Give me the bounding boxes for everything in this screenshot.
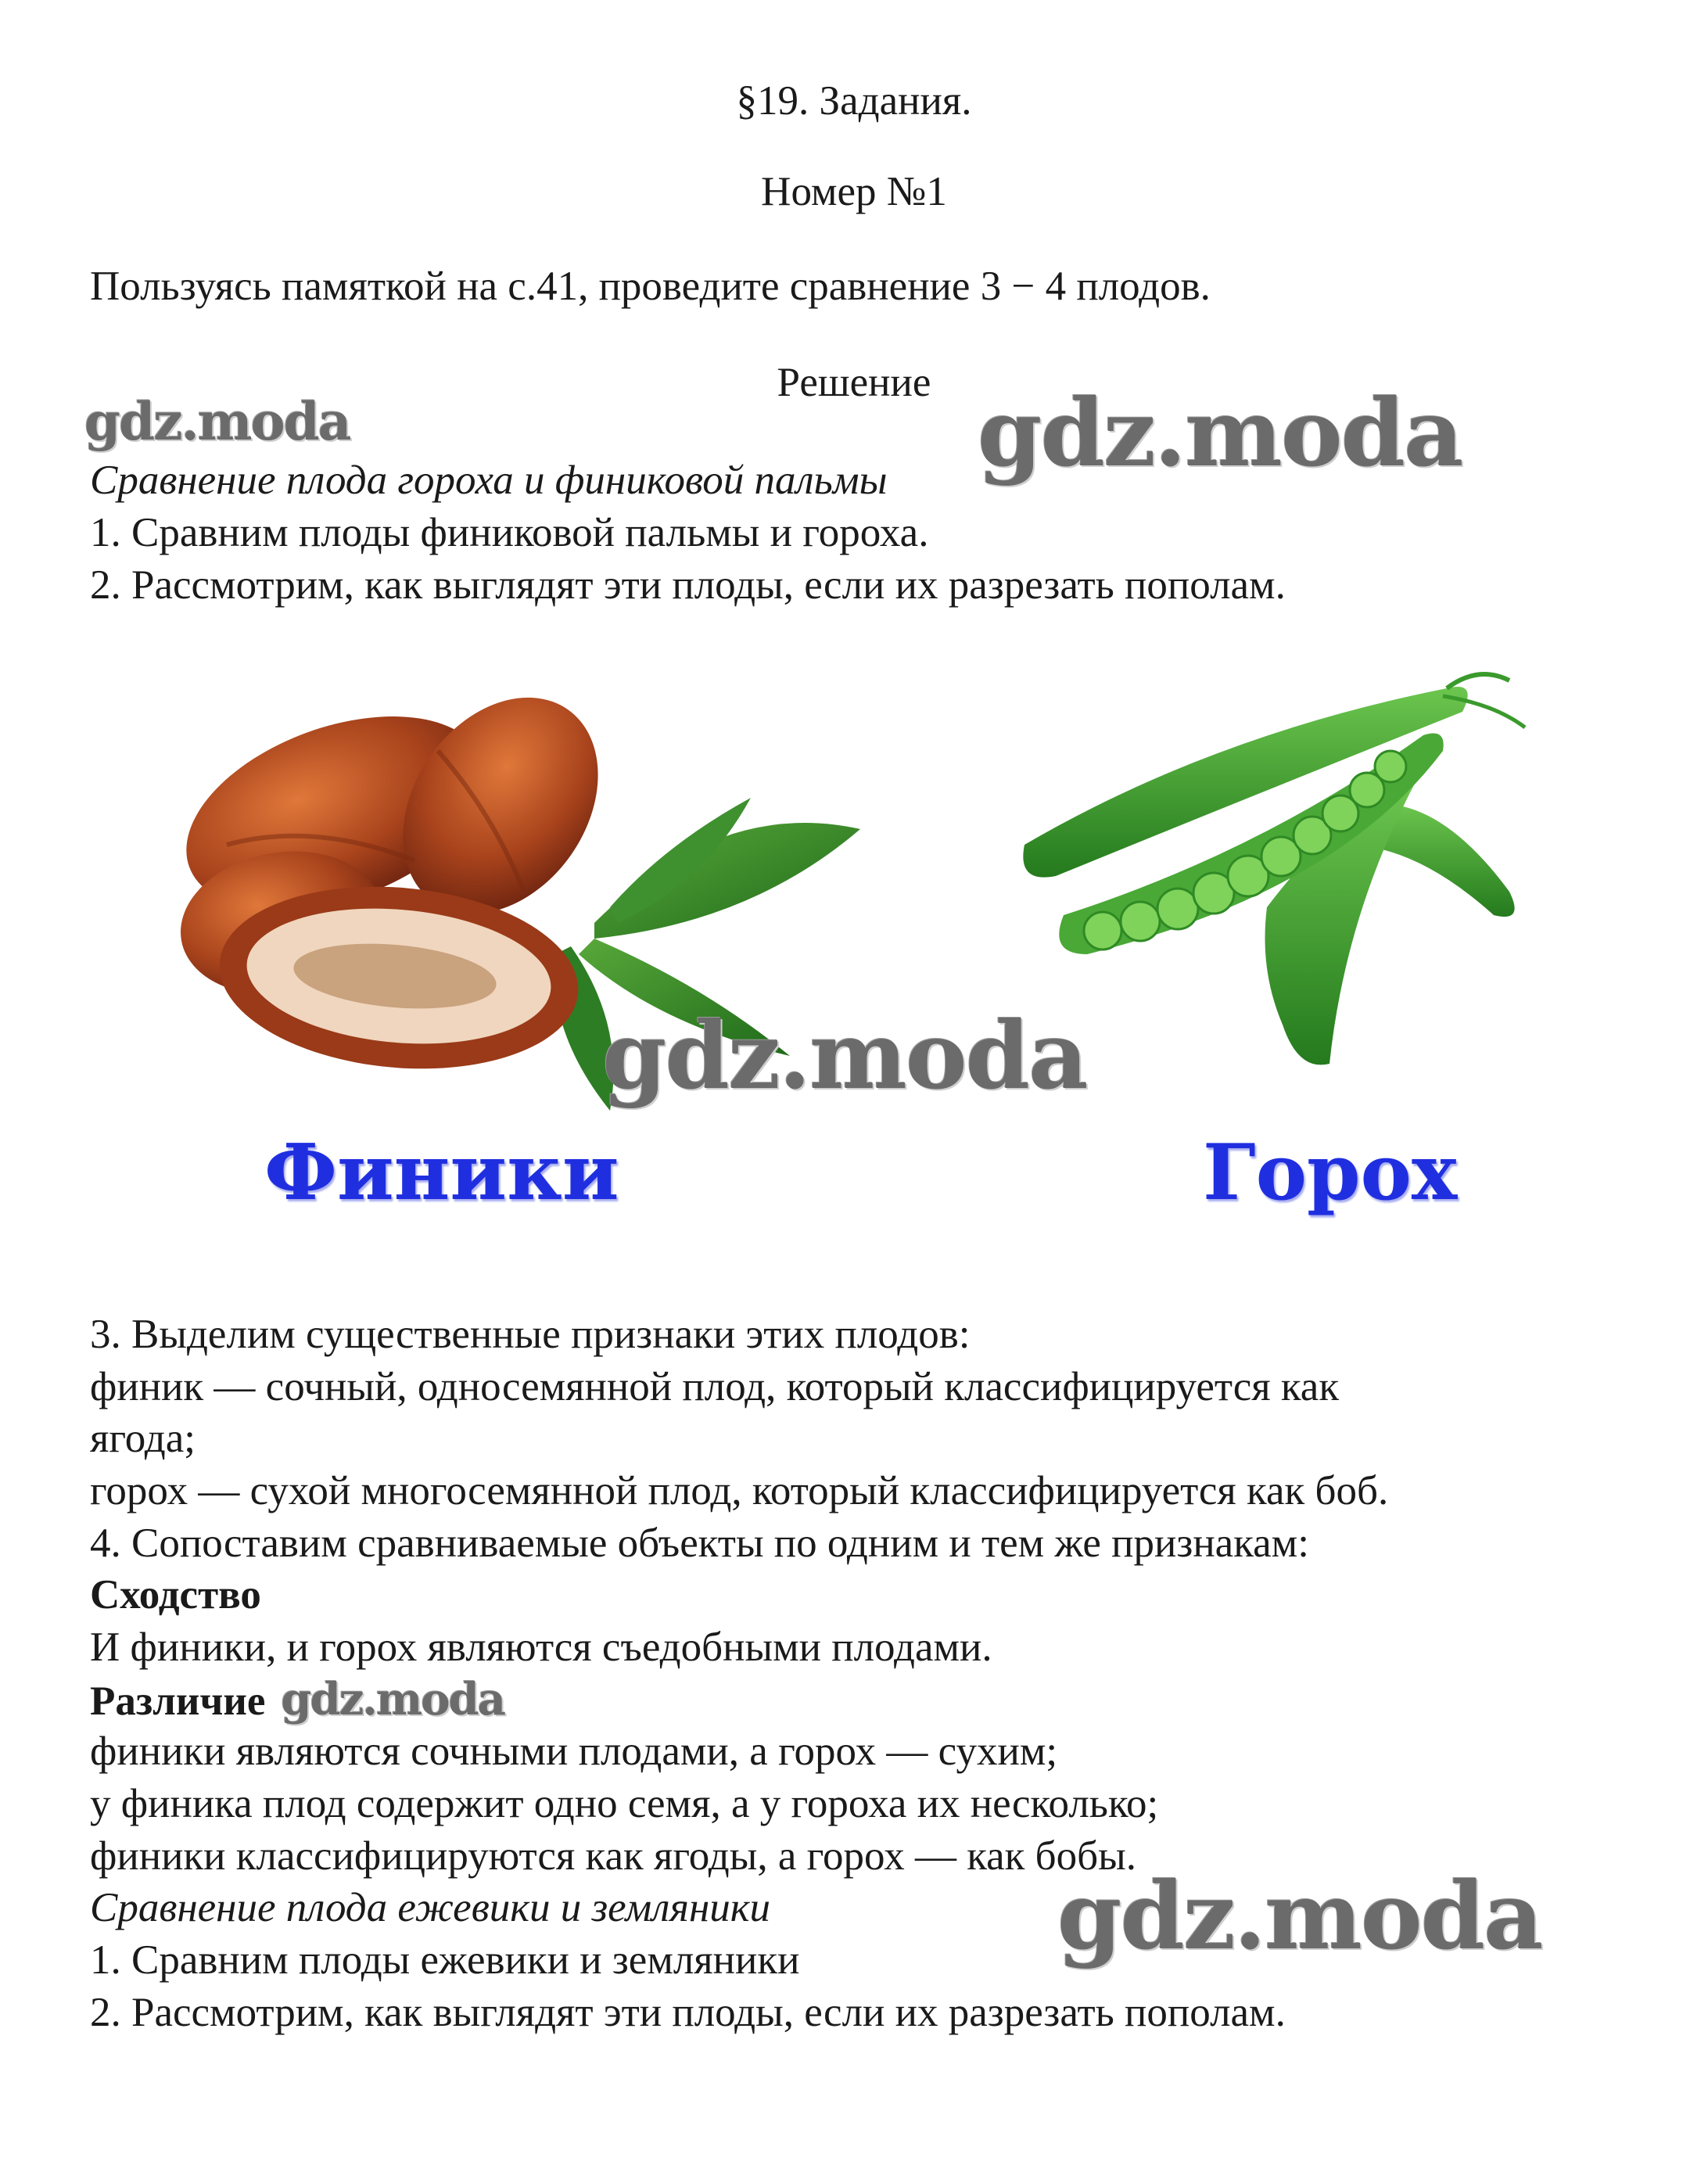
watermark: gdz.moda [1057,1862,1542,1970]
watermark: gdz.moda [602,1001,1087,1110]
date-description-line2: ягода; [90,1416,196,1461]
comparison1-step4: 4. Сопоставим сравниваемые объекты по одним и тем же признакам: [90,1521,1309,1566]
comparison2-subtitle: Сравнение плода ежевики и земляники [90,1885,771,1930]
watermark: gdz.moda [281,1674,505,1725]
pea-description: горох — сухой многосемянной плод, который классифицируется как боб. [90,1468,1389,1513]
difference-item: финики классифицируются как ягоды, а горох — как бобы. [90,1833,1136,1879]
similarity-text: И финики, и горох являются съедобными плодами. [90,1625,992,1670]
peas-caption: Горох [1203,1128,1458,1218]
comparison1-step2: 2. Рассмотрим, как выглядят эти плоды, если их разрезать пополам. [90,562,1286,608]
watermark: gdz.moda [84,391,350,452]
comparison1-step3: 3. Выделим существенные признаки этих плодов: [90,1312,971,1357]
difference-item: у финика плод содержит одно семя, а у гороха их несколько; [90,1781,1159,1826]
similarity-heading: Сходство [90,1572,261,1617]
peas-image [1009,657,1556,1079]
difference-heading: Различие [90,1679,266,1724]
comparison2-step1: 1. Сравним плоды ежевики и земляники [90,1937,800,1983]
section-title: §19. Задания. [736,78,972,124]
solution-heading: Решение [777,360,931,405]
comparison1-subtitle: Сравнение плода гороха и финиковой пальмы [90,458,888,503]
difference-item: финики являются сочными плодами, а горох — сухим; [90,1729,1058,1774]
comparison2-step2: 2. Рассмотрим, как выглядят эти плоды, если их разрезать пополам. [90,1990,1286,2035]
watermark: gdz.moda [978,379,1462,487]
dates-caption: Финики [264,1128,619,1218]
comparison1-step1: 1. Сравним плоды финиковой пальмы и гороха. [90,510,929,555]
difference-row [90,1675,504,1725]
number-title: Номер №1 [761,169,947,214]
date-description-line1: финик — сочный, односемянной плод, который классифицируется как [90,1364,1340,1409]
task-text: Пользуясь памяткой на с.41, проведите сравнение 3 − 4 плодов. [90,264,1211,309]
